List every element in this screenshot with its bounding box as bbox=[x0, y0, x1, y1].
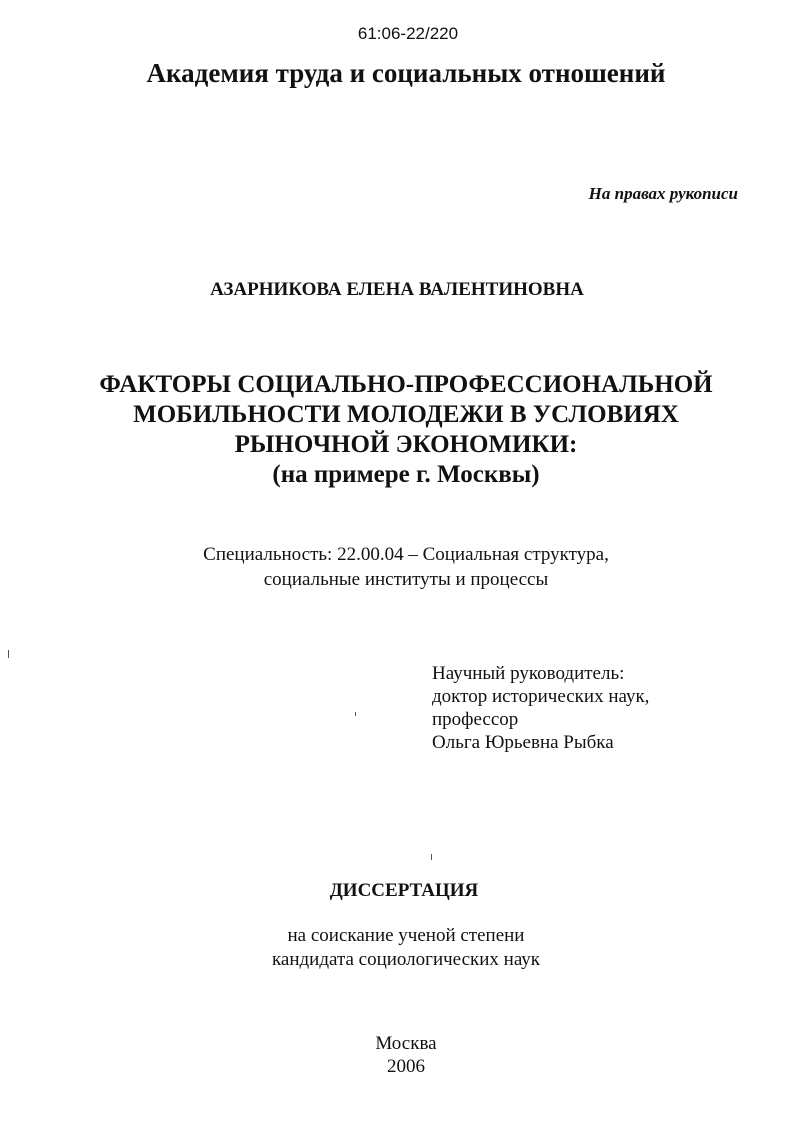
dissertation-label: ДИССЕРТАЦИЯ bbox=[329, 880, 479, 901]
year: 2006 bbox=[387, 1056, 425, 1077]
supervisor-name: Ольга Юрьевна Рыбка bbox=[432, 732, 614, 753]
supervisor-block bbox=[432, 662, 649, 754]
specialty-block bbox=[0, 542, 794, 592]
specialty-line-1: Специальность: 22.00.04 – Социальная структура, bbox=[203, 544, 609, 565]
scan-mark bbox=[431, 854, 432, 860]
title-line: ФАКТОРЫ СОЦИАЛЬНО-ПРОФЕССИОНАЛЬНОЙ bbox=[99, 371, 713, 398]
degree-line-1: на соискание ученой степени bbox=[287, 925, 525, 946]
scan-mark bbox=[8, 650, 9, 658]
institution-name: Академия труда и социальных отношений bbox=[146, 58, 666, 88]
city-year bbox=[0, 1032, 794, 1078]
title-line: РЫНОЧНОЙ ЭКОНОМИКИ: bbox=[234, 431, 578, 458]
title-subtitle: (на примере г. Москвы) bbox=[272, 461, 540, 488]
supervisor-label: Научный руководитель: bbox=[432, 663, 625, 684]
title-line: МОБИЛЬНОСТИ МОЛОДЕЖИ В УСЛОВИЯХ bbox=[133, 401, 679, 428]
supervisor-degree: доктор исторических наук, bbox=[432, 686, 650, 707]
supervisor-rank: профессор bbox=[432, 709, 519, 730]
specialty-line-2: социальные институты и процессы bbox=[263, 569, 549, 590]
manuscript-note: На правах рукописи bbox=[588, 184, 738, 203]
reference-number: 61:06-22/220 bbox=[357, 24, 459, 43]
author-name: АЗАРНИКОВА ЕЛЕНА ВАЛЕНТИНОВНА bbox=[210, 279, 584, 300]
city: Москва bbox=[375, 1033, 437, 1054]
scan-mark bbox=[355, 712, 356, 716]
degree-line-2: кандидата социологических наук bbox=[271, 949, 541, 970]
dissertation-title bbox=[0, 370, 794, 490]
degree-info bbox=[0, 924, 794, 972]
